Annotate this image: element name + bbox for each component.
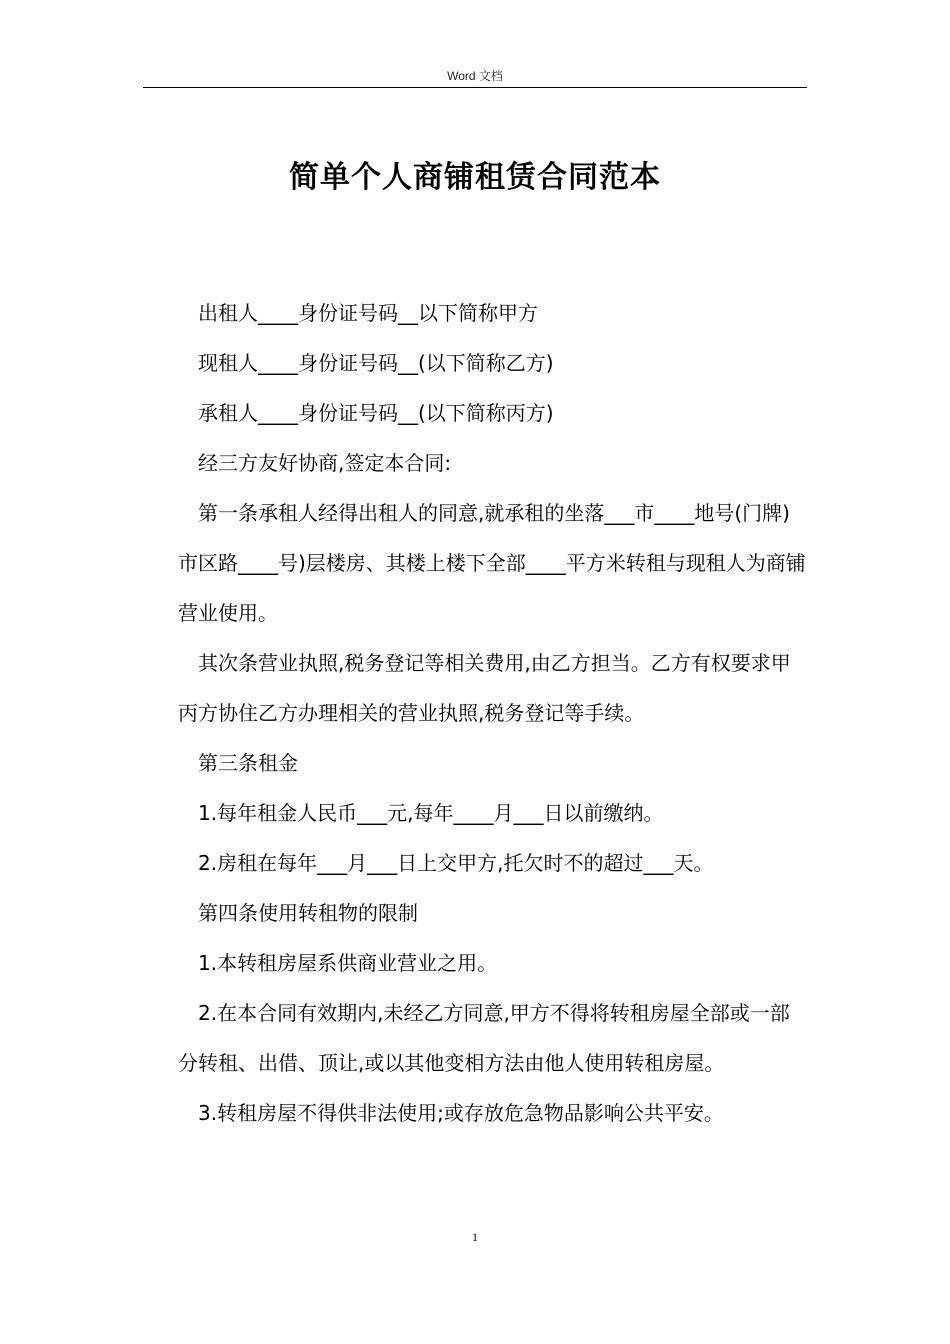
paragraph-article-4-item-2: 2.在本合同有效期内,未经乙方同意,甲方不得将转租房屋全部或一部分转租、出借、顶让,或以其他变相方法由他人使用转租房屋。 <box>178 1001 790 1075</box>
document-title: 简单个人商铺租赁合同范本 <box>289 160 661 195</box>
document-body <box>178 288 808 1138</box>
heading-article-3: 第三条租金 <box>198 751 298 775</box>
paragraph-preamble: 经三方友好协商,签定本合同: <box>198 451 452 475</box>
paragraph-article-2: 其次条营业执照,税务登记等相关费用,由乙方担当。乙方有权要求甲丙方协住乙方办理相关的营业执照,税务登记等手续。 <box>178 651 791 725</box>
paragraph-current-tenant: 现租人____身份证号码__(以下简称乙方) <box>198 351 554 375</box>
paragraph-article-4-item-3: 3.转租房屋不得供非法使用;或存放危急物品影响公共平安。 <box>198 1101 724 1125</box>
heading-article-4: 第四条使用转租物的限制 <box>198 901 418 925</box>
paragraph-lessor: 出租人____身份证号码__以下简称甲方 <box>198 301 538 325</box>
paragraph-article-1: 第一条承租人经得出租人的同意,就承租的坐落___市____地号(门牌)市区路____号)层楼房、其楼上楼下全部____平方米转租与现租人为商铺营业使用。 <box>178 501 806 625</box>
paragraph-article-4-item-1: 1.本转租房屋系供商业营业之用。 <box>198 951 498 975</box>
paragraph-article-3-item-2: 2.房租在每年___月___日上交甲方,托欠时不的超过___天。 <box>198 851 714 875</box>
paragraph-article-3-item-1: 1.每年租金人民币___元,每年____月___日以前缴纳。 <box>198 801 664 825</box>
paragraph-lessee: 承租人____身份证号码__(以下简称丙方) <box>198 401 554 425</box>
page-header-label: Word 文档 <box>447 69 503 83</box>
page-number: 1 <box>472 1230 478 1244</box>
header-divider <box>143 87 807 88</box>
